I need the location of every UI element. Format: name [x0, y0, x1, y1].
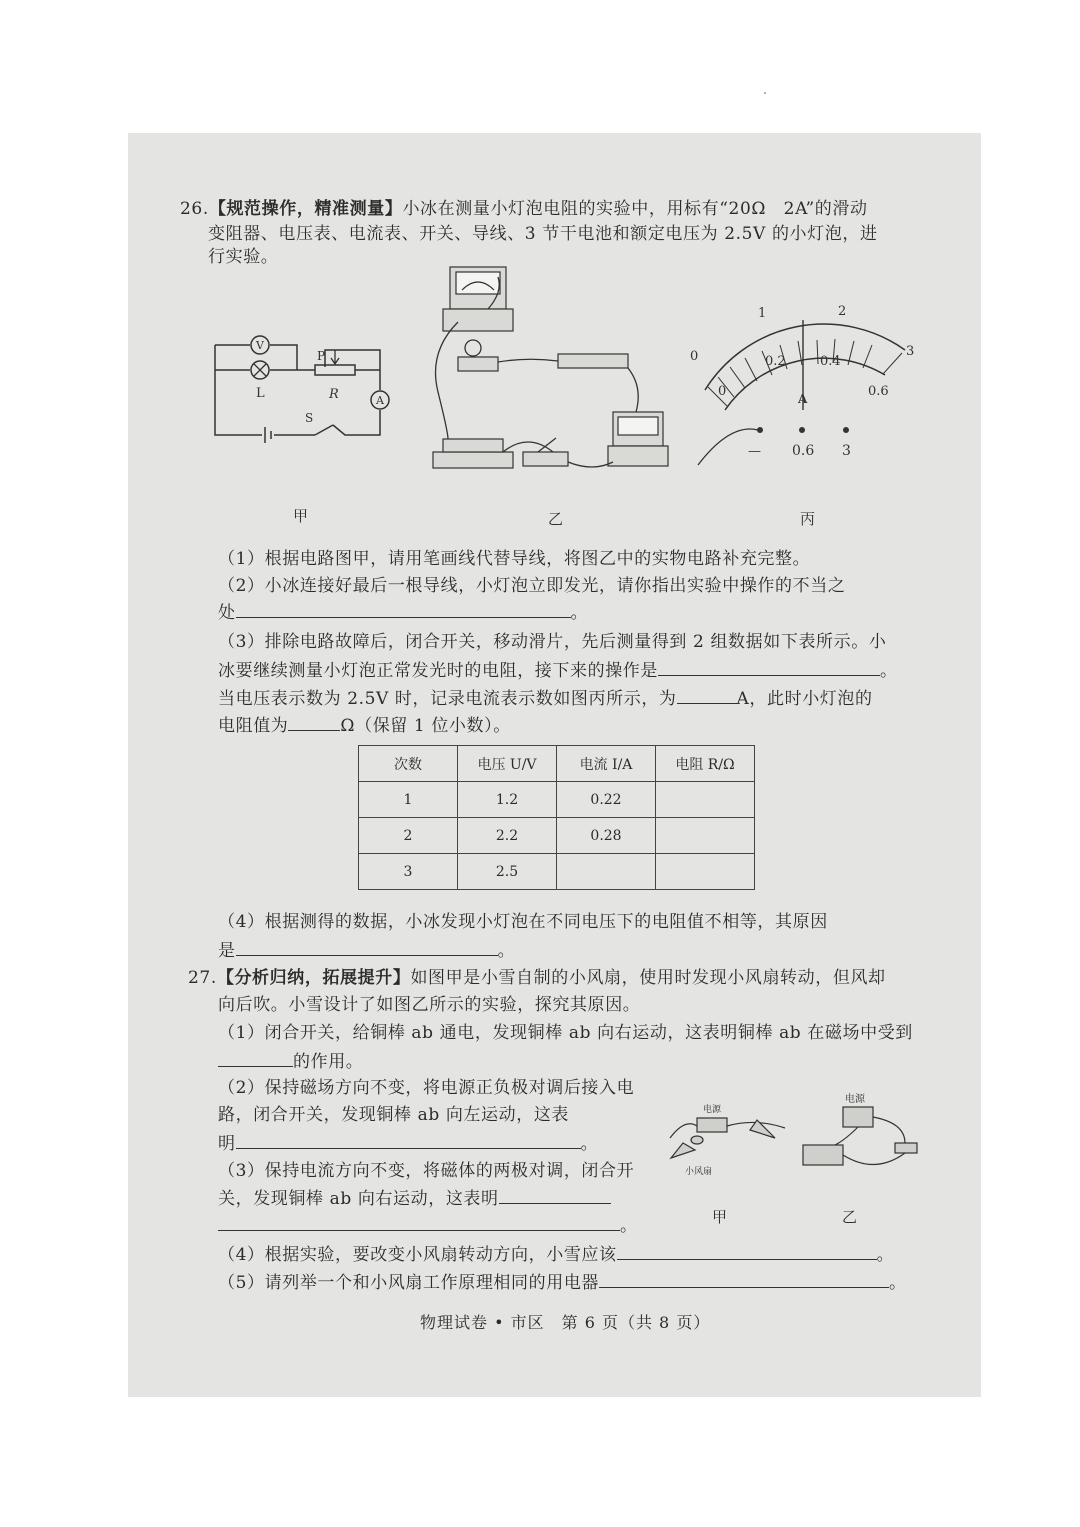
answer-blank-q26-3b[interactable] — [677, 686, 737, 704]
q26-line1 — [180, 197, 868, 221]
q26-tag: 【规范操作，精准测量】 — [208, 199, 403, 219]
q26-part3-line1: （3）排除电路故障后，闭合开关，移动滑片，先后测量得到 2 组数据如下表所示。小 — [218, 632, 887, 652]
q26-part3-line2 — [218, 658, 898, 683]
q26-part4: （4）根据测得的数据，小冰发现小灯泡在不同电压下的电阻值不相等，其原因 — [218, 912, 828, 932]
q26-part4-shi: 是 — [218, 941, 236, 961]
scale-0-2: 0.2 — [765, 354, 786, 369]
q27-part2-answer — [218, 1131, 598, 1156]
caption-bing: 丙 — [800, 510, 816, 528]
table-cell: 2.2 — [458, 818, 557, 854]
answer-blank-q27-2[interactable] — [236, 1131, 581, 1149]
scale-0-lower: 0 — [718, 384, 727, 399]
q26-part3-line3 — [218, 686, 873, 711]
table-row — [359, 818, 755, 854]
q26-part2-chu: 处 — [218, 603, 236, 623]
slider-arrow — [331, 350, 339, 364]
scale-0-upper: 0 — [690, 349, 699, 364]
q26-part3-line4 — [218, 713, 511, 738]
answer-blank-q26-3a[interactable] — [658, 658, 880, 676]
voltmeter-symbol — [251, 336, 269, 354]
table-header: 电阻 R/Ω — [656, 746, 755, 782]
table-cell[interactable] — [656, 854, 755, 890]
speck — [764, 92, 766, 94]
q26-part3-current: 当电压表示数为 2.5V 时，记录电流表示数如图丙所示，为 — [218, 689, 677, 709]
q26-line2: 变阻器、电压表、电流表、开关、导线、3 节干电池和额定电压为 2.5V 的小灯泡，进 — [208, 224, 878, 244]
table-cell: 1 — [359, 782, 458, 818]
table-cell: 2 — [359, 818, 458, 854]
answer-blank-q27-5[interactable] — [599, 1270, 889, 1288]
q26-part3-lamp: A，此时小灯泡的 — [736, 689, 873, 709]
label-l: L — [256, 386, 265, 401]
label-p: P — [317, 349, 326, 363]
table-header: 电流 I/A — [557, 746, 656, 782]
label-v: V — [256, 339, 264, 352]
answer-blank-q27-1[interactable] — [218, 1049, 293, 1067]
period: 。 — [580, 1134, 599, 1154]
page-footer: 物理试卷 • 市区 第 6 页（共 8 页） — [420, 1313, 711, 1332]
q27-part4 — [218, 1242, 894, 1267]
label-power-jia: 电源 — [703, 1105, 722, 1115]
answer-blank-q26-2[interactable] — [236, 600, 571, 618]
period: 。 — [570, 603, 589, 623]
q27-line2: 向后吹。小雪设计了如图乙所示的实验，探究其原因。 — [218, 995, 641, 1015]
answer-blank-q27-3a[interactable] — [499, 1186, 611, 1204]
motor-experiment-yi — [795, 1085, 930, 1180]
label-fan: 小风扇 — [685, 1167, 713, 1177]
answer-blank-q27-3b[interactable] — [218, 1213, 620, 1231]
physical-circuit-yi — [428, 262, 678, 482]
period: 。 — [497, 941, 516, 961]
q27-part2-line1: （2）保持磁场方向不变，将电源正负极对调后接入电 — [218, 1078, 635, 1098]
q26-part3-precision: Ω（保留 1 位小数）。 — [340, 716, 511, 736]
meter-unit: A — [798, 392, 808, 406]
circuit-diagram-jia — [205, 330, 405, 450]
q26-part4-answer — [218, 938, 515, 963]
ammeter-symbol — [371, 391, 389, 409]
answer-blank-q26-4[interactable] — [236, 938, 498, 956]
caption-q27-yi: 乙 — [842, 1208, 858, 1226]
q27-number: 27. — [188, 968, 217, 988]
scale-0-4: 0.4 — [820, 354, 841, 369]
table-cell: 0.22 — [557, 782, 656, 818]
q26-part1: （1）根据电路图甲，请用笔画线代替导线，将图乙中的实物电路补充完整。 — [218, 549, 811, 569]
caption-yi: 乙 — [548, 510, 564, 528]
q27-part1: （1）闭合开关，给铜棒 ab 通电，发现铜棒 ab 向右运动，这表明铜棒 ab 在磁场中受到 — [218, 1023, 913, 1043]
q27-line1 — [188, 966, 886, 990]
table-cell: 0.28 — [557, 818, 656, 854]
q27-intro: 如图甲是小雪自制的小风扇，使用时发现小风扇转动，但风却 — [410, 968, 886, 988]
table-cell[interactable] — [656, 782, 755, 818]
q26-number: 26. — [180, 199, 209, 219]
q26-part2: （2）小冰连接好最后一根导线，小灯泡立即发光，请你指出实验中操作的不当之 — [218, 576, 846, 596]
q26-part3-operation: 冰要继续测量小灯泡正常发光时的电阻，接下来的操作是 — [218, 661, 658, 681]
q27-part1-answer — [218, 1049, 363, 1074]
q26-part2-answer — [218, 600, 588, 625]
caption-jia: 甲 — [293, 507, 309, 525]
label-s: S — [305, 411, 314, 425]
table-cell[interactable] — [656, 818, 755, 854]
caption-q27-jia: 甲 — [712, 1208, 728, 1226]
q26-part3-resistance: 电阻值为 — [218, 716, 289, 736]
answer-blank-q27-4[interactable] — [617, 1242, 877, 1260]
table-cell: 1.2 — [458, 782, 557, 818]
terminal-3: 3 — [842, 443, 851, 459]
table-row — [359, 854, 755, 890]
label-a: A — [376, 394, 384, 407]
terminal-0-6: 0.6 — [792, 443, 815, 459]
q26-intro: 小冰在测量小灯泡电阻的实验中，用标有“20Ω 2A”的滑动 — [402, 199, 868, 219]
table-cell[interactable] — [557, 854, 656, 890]
table-header-row — [359, 746, 755, 782]
q27-part5 — [218, 1270, 907, 1295]
period: 。 — [889, 1273, 907, 1293]
q27-part3-answer — [218, 1213, 638, 1238]
lamp-symbol — [251, 361, 269, 379]
q27-part3-line1: （3）保持电流方向不变，将磁体的两极对调，闭合开 — [218, 1161, 635, 1181]
q27-part2-line2: 路，闭合开关，发现铜棒 ab 向左运动，这表 — [218, 1105, 570, 1125]
q27-part5-text: （5）请列举一个和小风扇工作原理相同的用电器 — [218, 1273, 600, 1293]
scale-3: 3 — [906, 344, 915, 359]
label-power-yi: 电源 — [845, 1094, 865, 1105]
label-r: R — [329, 387, 339, 402]
period: 。 — [876, 1245, 895, 1265]
fan-figure-jia — [665, 1098, 800, 1178]
period: 。 — [620, 1216, 638, 1236]
answer-blank-q26-3c[interactable] — [288, 713, 340, 731]
table-cell: 2.5 — [458, 854, 557, 890]
table-header: 次数 — [359, 746, 458, 782]
period: 。 — [880, 661, 898, 681]
table-header: 电压 U/V — [458, 746, 557, 782]
scale-2: 2 — [838, 304, 847, 319]
q27-part2-ming: 明 — [218, 1134, 236, 1154]
scale-1: 1 — [758, 306, 767, 321]
table-row — [359, 782, 755, 818]
q27-part3-line2 — [218, 1186, 611, 1211]
scale-0-6: 0.6 — [868, 384, 889, 399]
q27-part4-text: （4）根据实验，要改变小风扇转动方向，小雪应该 — [218, 1245, 617, 1265]
q27-part1-effect: 的作用。 — [293, 1052, 364, 1072]
data-table — [358, 745, 755, 890]
table-cell: 3 — [359, 854, 458, 890]
q27-tag: 【分析归纳，拓展提升】 — [216, 968, 411, 988]
terminal-minus: — — [748, 444, 761, 459]
q27-part3-text: 关，发现铜棒 ab 向右运动，这表明 — [218, 1189, 499, 1209]
q26-line3: 行实验。 — [208, 247, 279, 267]
ammeter-dial-bing — [680, 295, 930, 475]
